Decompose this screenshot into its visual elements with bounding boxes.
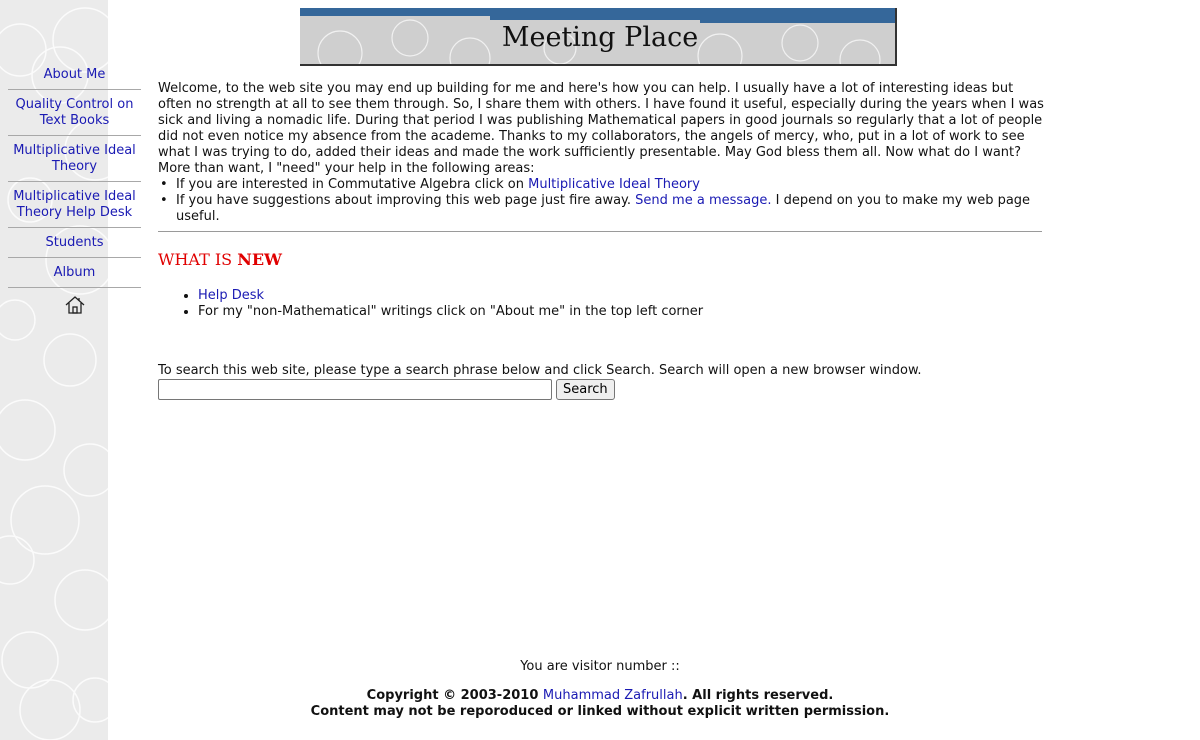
send-message-link[interactable]: Send me a message. <box>635 193 772 208</box>
search-form <box>158 379 1044 400</box>
help-desk-link[interactable]: Help Desk <box>198 288 265 303</box>
list-item: • If you are interested in Commutative Algebra click on Multiplicative Ideal Theory <box>158 177 1044 193</box>
list-item: • If you have suggestions about improving this web page just fire away. Send me a message. I depend on you to make my web page useful. <box>158 193 1044 225</box>
footer <box>108 659 1092 720</box>
home-icon[interactable] <box>64 294 86 316</box>
search-button[interactable]: Search <box>556 379 615 400</box>
main-content <box>158 81 1044 400</box>
divider <box>158 231 1042 232</box>
link-multiplicative-ideal-theory[interactable]: Multiplicative Ideal Theory <box>528 177 700 192</box>
nav-students[interactable]: Students <box>8 228 141 258</box>
site-title: Meeting Place <box>501 22 699 53</box>
nav-about-me[interactable]: About Me <box>8 60 141 90</box>
nav-help-desk[interactable]: Multiplicative Ideal Theory Help Desk <box>8 182 141 228</box>
site-banner <box>300 8 897 66</box>
intro-paragraph: Welcome, to the web site you may end up building for me and here's how you can help. I usually have a lot of interesting ideas but often no strength at all to see them through. So, I share them with others. I have found it useful, especially during the years when I was sick and living a nomadic life. During that period I was publishing Mathematical papers in good journals so regularly that a lot of people did not even notice my absence from the academe. Thanks to my collaborators, the angels of mercy, who, put in a lot of work to see what I was trying to do, added their ideas and made the work sufficiently presentable. May God bless them all. Now what do I want? More than want, I "need" your help in the following areas: <box>158 81 1044 176</box>
nav-quality-control[interactable]: Quality Control on Text Books <box>8 90 141 136</box>
interests-list <box>158 177 1044 225</box>
search-instructions: To search this web site, please type a search phrase below and click Search. Search will open a new browser window. <box>158 363 922 378</box>
whats-new-heading: WHAT IS NEW <box>158 250 282 269</box>
nav-album[interactable]: Album <box>8 258 141 288</box>
copyright-notice: Content may not be reporoduced or linked without explicit written permission. <box>310 704 890 719</box>
search-input[interactable] <box>158 379 552 400</box>
author-link[interactable]: Muhammad Zafrullah <box>542 688 683 703</box>
list-item <box>198 288 1044 304</box>
news-list <box>158 288 1044 320</box>
visitor-counter: You are visitor number :: <box>520 659 680 674</box>
sidebar-nav <box>8 60 141 316</box>
list-item: • For my "non-Mathematical" writings click on "About me" in the top left corner <box>198 304 1044 320</box>
nav-multiplicative-ideal-theory[interactable]: Multiplicative Ideal Theory <box>8 136 141 182</box>
copyright: Copyright © 2003-2010 Muhammad Zafrullah. All rights reserved. <box>366 688 834 703</box>
